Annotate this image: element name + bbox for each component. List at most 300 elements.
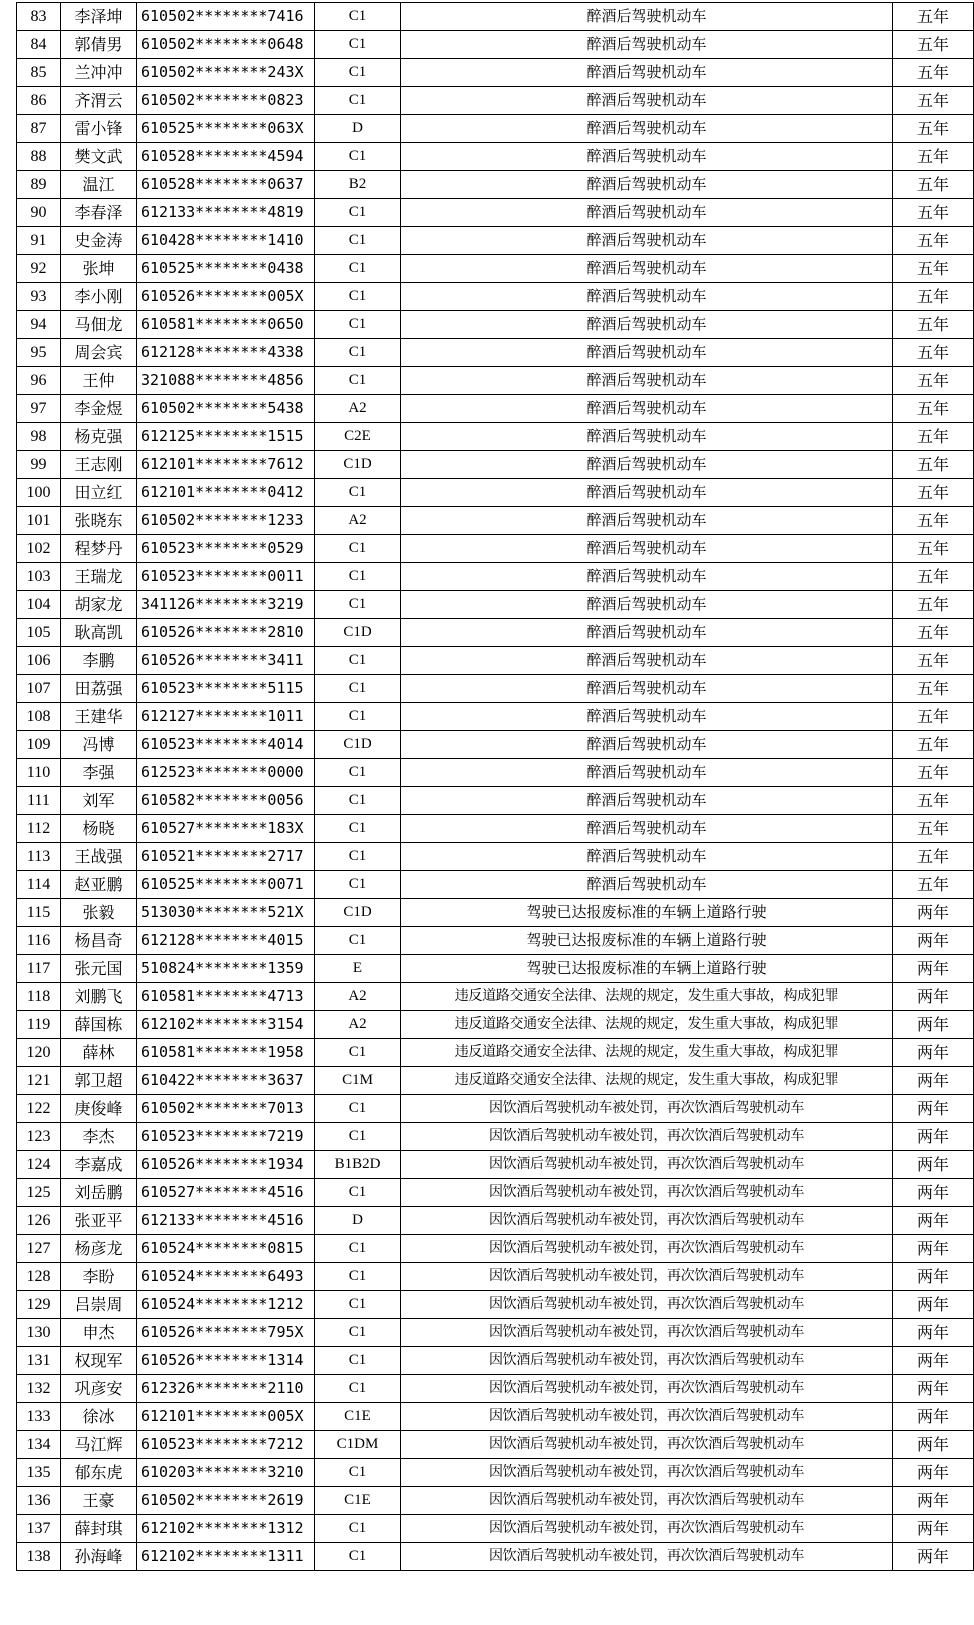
table-row [17, 1487, 974, 1515]
violation-reason-cell: 醉酒后驾驶机动车 [401, 59, 893, 87]
table-row [17, 1431, 974, 1459]
id-number-cell: 610502********0648 [137, 31, 315, 59]
table-row [17, 59, 974, 87]
table-row [17, 1375, 974, 1403]
driver-name-cell: 兰冲冲 [61, 59, 137, 87]
violation-reason-cell: 醉酒后驾驶机动车 [401, 395, 893, 423]
ban-term-cell: 五年 [893, 479, 974, 507]
license-class-cell: B1B2D [315, 1151, 401, 1179]
violation-reason-cell: 驾驶已达报废标准的车辆上道路行驶 [401, 927, 893, 955]
row-number-cell: 106 [17, 647, 61, 675]
driver-name-cell: 樊文武 [61, 143, 137, 171]
id-number-cell: 610502********7013 [137, 1095, 315, 1123]
row-number-cell: 87 [17, 115, 61, 143]
row-number-cell: 97 [17, 395, 61, 423]
driver-name-cell: 郁东虎 [61, 1459, 137, 1487]
row-number-cell: 126 [17, 1207, 61, 1235]
ban-term-cell: 两年 [893, 1123, 974, 1151]
ban-term-cell: 五年 [893, 871, 974, 899]
id-number-cell: 610582********0056 [137, 787, 315, 815]
license-class-cell: C1 [315, 283, 401, 311]
id-number-cell: 610524********6493 [137, 1263, 315, 1291]
row-number-cell: 130 [17, 1319, 61, 1347]
driver-name-cell: 权现军 [61, 1347, 137, 1375]
row-number-cell: 118 [17, 983, 61, 1011]
violation-reason-cell: 违反道路交通安全法律、法规的规定，发生重大事故，构成犯罪 [401, 983, 893, 1011]
driver-name-cell: 李春泽 [61, 199, 137, 227]
license-class-cell: C2E [315, 423, 401, 451]
table-row [17, 1263, 974, 1291]
driver-name-cell: 李强 [61, 759, 137, 787]
ban-term-cell: 两年 [893, 1431, 974, 1459]
id-number-cell: 610525********063X [137, 115, 315, 143]
id-number-cell: 612133********4516 [137, 1207, 315, 1235]
row-number-cell: 135 [17, 1459, 61, 1487]
row-number-cell: 123 [17, 1123, 61, 1151]
violation-reason-cell: 醉酒后驾驶机动车 [401, 87, 893, 115]
ban-term-cell: 五年 [893, 507, 974, 535]
ban-term-cell: 五年 [893, 3, 974, 31]
id-number-cell: 610523********4014 [137, 731, 315, 759]
driver-name-cell: 刘岳鹏 [61, 1179, 137, 1207]
violation-reason-cell: 醉酒后驾驶机动车 [401, 3, 893, 31]
driver-name-cell: 李杰 [61, 1123, 137, 1151]
ban-term-cell: 五年 [893, 843, 974, 871]
violation-reason-cell: 醉酒后驾驶机动车 [401, 227, 893, 255]
violation-reason-cell: 醉酒后驾驶机动车 [401, 311, 893, 339]
table-row [17, 563, 974, 591]
driver-name-cell: 刘军 [61, 787, 137, 815]
license-class-cell: C1 [315, 255, 401, 283]
ban-term-cell: 两年 [893, 1095, 974, 1123]
row-number-cell: 108 [17, 703, 61, 731]
driver-name-cell: 杨昌奇 [61, 927, 137, 955]
driver-name-cell: 张元国 [61, 955, 137, 983]
license-class-cell: C1 [315, 871, 401, 899]
ban-term-cell: 五年 [893, 759, 974, 787]
license-class-cell: D [315, 1207, 401, 1235]
row-number-cell: 127 [17, 1235, 61, 1263]
id-number-cell: 610525********0071 [137, 871, 315, 899]
violation-reason-cell: 醉酒后驾驶机动车 [401, 283, 893, 311]
row-number-cell: 103 [17, 563, 61, 591]
id-number-cell: 610526********2810 [137, 619, 315, 647]
id-number-cell: 610526********3411 [137, 647, 315, 675]
driver-name-cell: 李盼 [61, 1263, 137, 1291]
ban-term-cell: 五年 [893, 199, 974, 227]
id-number-cell: 610526********1314 [137, 1347, 315, 1375]
table-row [17, 143, 974, 171]
violation-reason-cell: 因饮酒后驾驶机动车被处罚，再次饮酒后驾驶机动车 [401, 1375, 893, 1403]
violation-reason-cell: 醉酒后驾驶机动车 [401, 115, 893, 143]
violation-reason-cell: 醉酒后驾驶机动车 [401, 423, 893, 451]
driver-name-cell: 耿高凯 [61, 619, 137, 647]
row-number-cell: 125 [17, 1179, 61, 1207]
table-row [17, 283, 974, 311]
table-row [17, 759, 974, 787]
table-row [17, 1067, 974, 1095]
driver-name-cell: 郭倩男 [61, 31, 137, 59]
table-row [17, 423, 974, 451]
row-number-cell: 131 [17, 1347, 61, 1375]
row-number-cell: 116 [17, 927, 61, 955]
id-number-cell: 610203********3210 [137, 1459, 315, 1487]
table-row [17, 367, 974, 395]
violation-reason-cell: 违反道路交通安全法律、法规的规定，发生重大事故，构成犯罪 [401, 1067, 893, 1095]
driver-name-cell: 张晓东 [61, 507, 137, 535]
violation-reason-cell: 醉酒后驾驶机动车 [401, 31, 893, 59]
row-number-cell: 91 [17, 227, 61, 255]
table-row [17, 1291, 974, 1319]
id-number-cell: 612101********0412 [137, 479, 315, 507]
license-class-cell: C1 [315, 1123, 401, 1151]
license-class-cell: C1 [315, 1459, 401, 1487]
driver-name-cell: 史金涛 [61, 227, 137, 255]
id-number-cell: 610527********4516 [137, 1179, 315, 1207]
ban-term-cell: 两年 [893, 1011, 974, 1039]
driver-name-cell: 杨克强 [61, 423, 137, 451]
id-number-cell: 610521********2717 [137, 843, 315, 871]
table-row [17, 1179, 974, 1207]
violation-reason-cell: 醉酒后驾驶机动车 [401, 143, 893, 171]
license-class-cell: C1DM [315, 1431, 401, 1459]
violation-reason-cell: 醉酒后驾驶机动车 [401, 507, 893, 535]
row-number-cell: 113 [17, 843, 61, 871]
driver-name-cell: 吕崇周 [61, 1291, 137, 1319]
license-class-cell: C1 [315, 1347, 401, 1375]
violation-reason-cell: 醉酒后驾驶机动车 [401, 647, 893, 675]
ban-term-cell: 五年 [893, 591, 974, 619]
row-number-cell: 133 [17, 1403, 61, 1431]
row-number-cell: 110 [17, 759, 61, 787]
violation-reason-cell: 因饮酒后驾驶机动车被处罚，再次饮酒后驾驶机动车 [401, 1095, 893, 1123]
license-class-cell: A2 [315, 507, 401, 535]
driver-name-cell: 薛国栋 [61, 1011, 137, 1039]
driver-name-cell: 孙海峰 [61, 1543, 137, 1571]
row-number-cell: 111 [17, 787, 61, 815]
id-number-cell: 610581********0650 [137, 311, 315, 339]
license-class-cell: A2 [315, 395, 401, 423]
driver-name-cell: 王豪 [61, 1487, 137, 1515]
row-number-cell: 129 [17, 1291, 61, 1319]
ban-term-cell: 两年 [893, 1067, 974, 1095]
driver-name-cell: 王瑞龙 [61, 563, 137, 591]
driver-name-cell: 马佃龙 [61, 311, 137, 339]
ban-term-cell: 五年 [893, 451, 974, 479]
row-number-cell: 84 [17, 31, 61, 59]
table-body [17, 3, 974, 1571]
id-number-cell: 510824********1359 [137, 955, 315, 983]
license-class-cell: C1 [315, 1095, 401, 1123]
license-class-cell: C1 [315, 815, 401, 843]
table-row [17, 955, 974, 983]
ban-term-cell: 五年 [893, 731, 974, 759]
table-row [17, 1235, 974, 1263]
table-row [17, 1011, 974, 1039]
id-number-cell: 610581********4713 [137, 983, 315, 1011]
table-row [17, 675, 974, 703]
row-number-cell: 101 [17, 507, 61, 535]
row-number-cell: 137 [17, 1515, 61, 1543]
violation-reason-cell: 驾驶已达报废标准的车辆上道路行驶 [401, 955, 893, 983]
ban-term-cell: 两年 [893, 1179, 974, 1207]
ban-term-cell: 五年 [893, 675, 974, 703]
driver-name-cell: 郭卫超 [61, 1067, 137, 1095]
violation-reason-cell: 醉酒后驾驶机动车 [401, 703, 893, 731]
driver-name-cell: 张坤 [61, 255, 137, 283]
ban-term-cell: 五年 [893, 423, 974, 451]
id-number-cell: 612523********0000 [137, 759, 315, 787]
license-class-cell: C1 [315, 311, 401, 339]
table-row [17, 1543, 974, 1571]
row-number-cell: 138 [17, 1543, 61, 1571]
ban-term-cell: 两年 [893, 1459, 974, 1487]
violation-reason-cell: 醉酒后驾驶机动车 [401, 451, 893, 479]
id-number-cell: 610527********183X [137, 815, 315, 843]
driver-name-cell: 田荔强 [61, 675, 137, 703]
table-row [17, 311, 974, 339]
violation-reason-cell: 醉酒后驾驶机动车 [401, 591, 893, 619]
violation-reason-cell: 因饮酒后驾驶机动车被处罚，再次饮酒后驾驶机动车 [401, 1319, 893, 1347]
license-class-cell: C1 [315, 479, 401, 507]
table-row [17, 3, 974, 31]
license-class-cell: E [315, 955, 401, 983]
license-class-cell: C1 [315, 1179, 401, 1207]
license-class-cell: C1M [315, 1067, 401, 1095]
violation-reason-cell: 醉酒后驾驶机动车 [401, 479, 893, 507]
driver-name-cell: 冯博 [61, 731, 137, 759]
row-number-cell: 107 [17, 675, 61, 703]
table-row [17, 395, 974, 423]
ban-term-cell: 五年 [893, 395, 974, 423]
ban-term-cell: 五年 [893, 815, 974, 843]
license-class-cell: C1 [315, 563, 401, 591]
violation-reason-cell: 醉酒后驾驶机动车 [401, 759, 893, 787]
id-number-cell: 610526********1934 [137, 1151, 315, 1179]
violation-reason-cell: 驾驶已达报废标准的车辆上道路行驶 [401, 899, 893, 927]
license-class-cell: C1 [315, 647, 401, 675]
ban-term-cell: 两年 [893, 1291, 974, 1319]
license-class-cell: C1 [315, 843, 401, 871]
violation-reason-cell: 违反道路交通安全法律、法规的规定，发生重大事故，构成犯罪 [401, 1011, 893, 1039]
ban-term-cell: 两年 [893, 927, 974, 955]
driver-name-cell: 杨彦龙 [61, 1235, 137, 1263]
id-number-cell: 610502********7416 [137, 3, 315, 31]
license-class-cell: C1 [315, 199, 401, 227]
row-number-cell: 95 [17, 339, 61, 367]
license-class-cell: C1 [315, 87, 401, 115]
ban-term-cell: 五年 [893, 59, 974, 87]
license-class-cell: C1E [315, 1487, 401, 1515]
id-number-cell: 513030********521X [137, 899, 315, 927]
table-row [17, 1151, 974, 1179]
id-number-cell: 610523********7212 [137, 1431, 315, 1459]
row-number-cell: 86 [17, 87, 61, 115]
row-number-cell: 115 [17, 899, 61, 927]
table-row [17, 1123, 974, 1151]
id-number-cell: 612128********4015 [137, 927, 315, 955]
driver-name-cell: 周会宾 [61, 339, 137, 367]
row-number-cell: 105 [17, 619, 61, 647]
row-number-cell: 98 [17, 423, 61, 451]
violation-reason-cell: 因饮酒后驾驶机动车被处罚，再次饮酒后驾驶机动车 [401, 1263, 893, 1291]
license-class-cell: C1 [315, 143, 401, 171]
row-number-cell: 88 [17, 143, 61, 171]
driver-name-cell: 李鹏 [61, 647, 137, 675]
driver-name-cell: 李嘉成 [61, 1151, 137, 1179]
license-class-cell: C1 [315, 675, 401, 703]
violation-reason-cell: 醉酒后驾驶机动车 [401, 731, 893, 759]
id-number-cell: 612326********2110 [137, 1375, 315, 1403]
row-number-cell: 120 [17, 1039, 61, 1067]
row-number-cell: 114 [17, 871, 61, 899]
row-number-cell: 121 [17, 1067, 61, 1095]
id-number-cell: 341126********3219 [137, 591, 315, 619]
id-number-cell: 612101********7612 [137, 451, 315, 479]
table-row [17, 507, 974, 535]
driver-name-cell: 温江 [61, 171, 137, 199]
table-row [17, 227, 974, 255]
violation-reason-cell: 因饮酒后驾驶机动车被处罚，再次饮酒后驾驶机动车 [401, 1235, 893, 1263]
id-number-cell: 612127********1011 [137, 703, 315, 731]
id-number-cell: 610523********0529 [137, 535, 315, 563]
license-class-cell: C1 [315, 1235, 401, 1263]
id-number-cell: 610502********5438 [137, 395, 315, 423]
driver-name-cell: 李金煜 [61, 395, 137, 423]
driver-name-cell: 齐渭云 [61, 87, 137, 115]
row-number-cell: 109 [17, 731, 61, 759]
id-number-cell: 610528********0637 [137, 171, 315, 199]
id-number-cell: 610524********0815 [137, 1235, 315, 1263]
ban-term-cell: 五年 [893, 143, 974, 171]
row-number-cell: 89 [17, 171, 61, 199]
table-row [17, 815, 974, 843]
table-row [17, 731, 974, 759]
row-number-cell: 122 [17, 1095, 61, 1123]
id-number-cell: 610428********1410 [137, 227, 315, 255]
violation-reason-cell: 醉酒后驾驶机动车 [401, 675, 893, 703]
violation-reason-cell: 因饮酒后驾驶机动车被处罚，再次饮酒后驾驶机动车 [401, 1403, 893, 1431]
table-row [17, 255, 974, 283]
table-row [17, 535, 974, 563]
id-number-cell: 610523********0011 [137, 563, 315, 591]
ban-term-cell: 五年 [893, 283, 974, 311]
ban-term-cell: 五年 [893, 171, 974, 199]
violation-reason-cell: 醉酒后驾驶机动车 [401, 871, 893, 899]
violation-reason-cell: 醉酒后驾驶机动车 [401, 367, 893, 395]
table-row [17, 479, 974, 507]
driver-name-cell: 薛封琪 [61, 1515, 137, 1543]
driver-name-cell: 薛林 [61, 1039, 137, 1067]
violation-reason-cell: 因饮酒后驾驶机动车被处罚，再次饮酒后驾驶机动车 [401, 1207, 893, 1235]
violation-reason-cell: 因饮酒后驾驶机动车被处罚，再次饮酒后驾驶机动车 [401, 1487, 893, 1515]
id-number-cell: 612128********4338 [137, 339, 315, 367]
ban-term-cell: 五年 [893, 535, 974, 563]
id-number-cell: 612125********1515 [137, 423, 315, 451]
ban-term-cell: 五年 [893, 31, 974, 59]
license-class-cell: C1D [315, 451, 401, 479]
id-number-cell: 610502********0823 [137, 87, 315, 115]
driver-name-cell: 王战强 [61, 843, 137, 871]
id-number-cell: 610526********795X [137, 1319, 315, 1347]
id-number-cell: 610524********1212 [137, 1291, 315, 1319]
license-class-cell: C1 [315, 1515, 401, 1543]
driver-name-cell: 马江辉 [61, 1431, 137, 1459]
violation-reason-cell: 醉酒后驾驶机动车 [401, 535, 893, 563]
row-number-cell: 117 [17, 955, 61, 983]
table-row [17, 619, 974, 647]
row-number-cell: 94 [17, 311, 61, 339]
id-number-cell: 610528********4594 [137, 143, 315, 171]
table-row [17, 1515, 974, 1543]
id-number-cell: 612101********005X [137, 1403, 315, 1431]
ban-term-cell: 五年 [893, 227, 974, 255]
driver-name-cell: 徐冰 [61, 1403, 137, 1431]
violation-reason-cell: 醉酒后驾驶机动车 [401, 787, 893, 815]
license-class-cell: C1 [315, 1263, 401, 1291]
driver-name-cell: 王仲 [61, 367, 137, 395]
table-row [17, 843, 974, 871]
id-number-cell: 610525********0438 [137, 255, 315, 283]
ban-term-cell: 五年 [893, 87, 974, 115]
driver-name-cell: 申杰 [61, 1319, 137, 1347]
license-class-cell: C1E [315, 1403, 401, 1431]
id-number-cell: 612133********4819 [137, 199, 315, 227]
license-class-cell: C1 [315, 927, 401, 955]
ban-term-cell: 两年 [893, 1151, 974, 1179]
table-row [17, 871, 974, 899]
license-class-cell: C1 [315, 703, 401, 731]
table-row [17, 899, 974, 927]
license-class-cell: C1 [315, 759, 401, 787]
row-number-cell: 112 [17, 815, 61, 843]
ban-term-cell: 五年 [893, 787, 974, 815]
driver-name-cell: 程梦丹 [61, 535, 137, 563]
id-number-cell: 321088********4856 [137, 367, 315, 395]
driver-name-cell: 王建华 [61, 703, 137, 731]
violation-reason-cell: 违反道路交通安全法律、法规的规定，发生重大事故，构成犯罪 [401, 1039, 893, 1067]
ban-term-cell: 五年 [893, 619, 974, 647]
driver-name-cell: 王志刚 [61, 451, 137, 479]
violation-reason-cell: 因饮酒后驾驶机动车被处罚，再次饮酒后驾驶机动车 [401, 1459, 893, 1487]
violation-reason-cell: 因饮酒后驾驶机动车被处罚，再次饮酒后驾驶机动车 [401, 1431, 893, 1459]
table-row [17, 983, 974, 1011]
driver-name-cell: 巩彦安 [61, 1375, 137, 1403]
ban-term-cell: 两年 [893, 1263, 974, 1291]
license-class-cell: C1 [315, 1319, 401, 1347]
license-class-cell: C1 [315, 227, 401, 255]
violation-reason-cell: 醉酒后驾驶机动车 [401, 171, 893, 199]
table-row [17, 591, 974, 619]
violation-reason-cell: 因饮酒后驾驶机动车被处罚，再次饮酒后驾驶机动车 [401, 1123, 893, 1151]
violation-reason-cell: 因饮酒后驾驶机动车被处罚，再次饮酒后驾驶机动车 [401, 1179, 893, 1207]
id-number-cell: 612102********1311 [137, 1543, 315, 1571]
ban-term-cell: 两年 [893, 1375, 974, 1403]
ban-term-cell: 五年 [893, 367, 974, 395]
driver-name-cell: 杨晓 [61, 815, 137, 843]
driver-name-cell: 张亚平 [61, 1207, 137, 1235]
violation-reason-cell: 醉酒后驾驶机动车 [401, 619, 893, 647]
table-row [17, 1319, 974, 1347]
ban-term-cell: 两年 [893, 1487, 974, 1515]
row-number-cell: 92 [17, 255, 61, 283]
row-number-cell: 96 [17, 367, 61, 395]
table-row [17, 1347, 974, 1375]
driver-name-cell: 田立红 [61, 479, 137, 507]
id-number-cell: 610523********7219 [137, 1123, 315, 1151]
violation-reason-cell: 醉酒后驾驶机动车 [401, 563, 893, 591]
driver-name-cell: 胡家龙 [61, 591, 137, 619]
